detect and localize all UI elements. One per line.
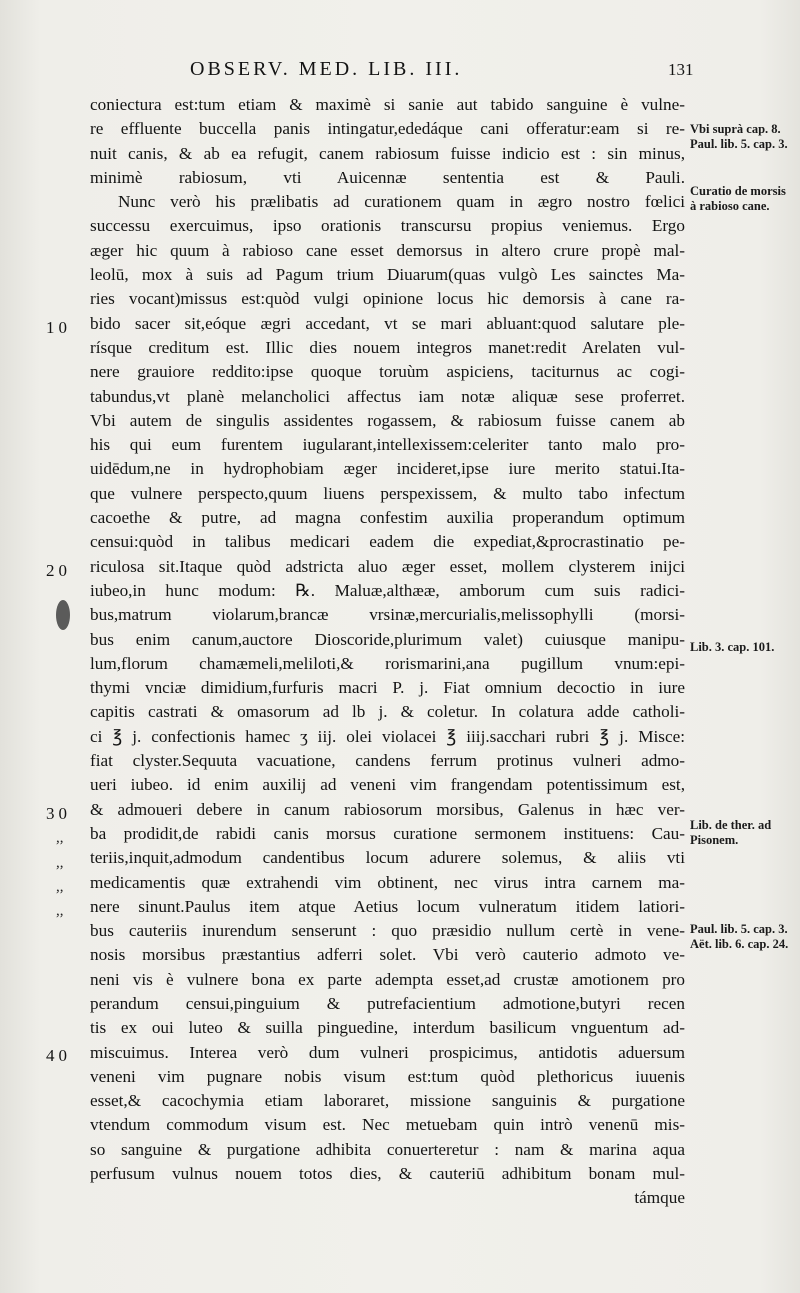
text-line: ci ℥ j. confectionis hamec ʒ iij. olei violacei ℥ iiij.sacchari rubri ℥ j. Misce:: [90, 726, 685, 746]
text-line: re effluente buccella panis intingatur,ededáque cani offeratur:eam si re-: [90, 119, 685, 139]
text-line: Vbi autem de singulis assidentes rogassem, & rabiosum fuisse canem ab: [90, 410, 685, 430]
text-line: ba prodidit,de rabidi canis morsus curatione sermonem instituens: Cau-: [90, 823, 685, 843]
text-line: medicamentis quæ extrahendi vim obtinent, nec virus intra carnem ma-: [90, 872, 685, 892]
ink-blot: [56, 600, 70, 630]
text-line: tis ex oui luteo & suilla pinguedine, interdum basilicum vnguentum ad-: [90, 1018, 685, 1038]
body-text: [90, 93, 685, 1211]
quote-mark: ,,: [56, 855, 64, 871]
line-number-30: 30: [46, 804, 71, 823]
text-line: nosis morsibus præstantius adferri solet. Vbi verò cauterio admoto ve-: [90, 945, 685, 965]
text-line: ries vocant)missus est:quòd vulgi opinione locus hic demorsis à cane ra-: [90, 289, 685, 309]
text-line: minimè rabiosum, vti Auicennæ sententia est & Pauli.: [90, 167, 685, 187]
margin-note-reference: Lib. de ther. ad Pisonem.: [690, 818, 772, 847]
text-line: leolū, mox à suis ad Pagum trium Diuarum(quas vulgò Les sainctes Ma-: [90, 265, 685, 285]
text-line: que vulnere perspecto,quum liuens perspexissem, & multo tabo infectum: [90, 483, 685, 503]
text-line: bus,matrum violarum,brancæ vrsinæ,mercurialis,melissophylli (morsi-: [90, 605, 685, 625]
text-line: æger hic quum à rabioso cane esset demorsus in altero crure propè mal-: [90, 240, 685, 260]
text-line: successu exercuimus, ipso orationis transcursu propius veniemus. Ergo: [90, 216, 685, 236]
text-line: esset,& cacochymia etiam laboraret, missione sanguinis & purgatione: [90, 1091, 685, 1111]
margin-note-reference: Vbi suprà cap. 8. Paul. lib. 5. cap. 3.: [690, 122, 788, 151]
text-line: támque: [634, 1188, 685, 1208]
text-line: his qui eum furentem iugularant,intellexissem:celeriter tanto malo pro-: [90, 435, 685, 455]
margin-note-reference: Lib. 3. cap. 101.: [690, 640, 775, 654]
text-line: & admoueri debere in canum rabiosorum morsibus, Galenus in hæc ver-: [90, 799, 685, 819]
text-line: neni vis è vulnere bona ex parte adempta esset,ad crustæ amotionem pro: [90, 969, 685, 989]
text-line: rísque creditum est. Illic dies nouem integros manet:redit Arelaten vul-: [90, 337, 685, 357]
text-line: nere grauiore reddito:ipse quoque toruùm aspiciens, taciturnus ac cogi-: [90, 362, 685, 382]
text-line: tabundus,vt planè melancholici affectus iam notæ aliquæ sese proferret.: [90, 386, 685, 406]
margin-note-reference: Paul. lib. 5. cap. 3. Aët. lib. 6. cap. 24.: [690, 922, 789, 951]
text-line: bido sacer sit,eóque ægri accedant, vt se mari abluant:quod salutare ple-: [90, 313, 685, 333]
line-number-40: 40: [46, 1046, 71, 1065]
text-line: uidēdum,ne in hydrophobiam æger incideret,ipse iure merito statui.Ita-: [90, 459, 685, 479]
line-number-20: 20: [46, 561, 71, 580]
text-line: veneni vim pugnare nobis visum est:tum quòd plethoricus iuuenis: [90, 1066, 685, 1086]
quote-mark: ,,: [56, 879, 64, 895]
text-line: ueri iubeo. id enim auxilij ad veneni vim frangendam potentissimum est,: [90, 775, 685, 795]
margin-note-topic: Curatio de morsis à rabioso cane.: [690, 184, 786, 213]
running-title: OBSERV. MED. LIB. III.: [190, 58, 463, 80]
text-line: so sanguine & purgatione adhibita conuerteretur : nam & marina aqua: [90, 1139, 685, 1159]
text-line: perandum censui,pinguium & putrefacientium admotione,butyri recen: [90, 993, 685, 1013]
page-number: 131: [668, 60, 694, 79]
text-line: iubeo,in hunc modum: ℞. Maluæ,althææ, amborum cum suis radici-: [90, 580, 685, 600]
line-number-10: 10: [46, 318, 71, 337]
text-line: coniectura est:tum etiam & maximè si sanie aut tabido sanguine è vulne-: [90, 95, 685, 114]
text-line: bus cauteriis inurendum senserunt : quo præsidio nullum certè in vene-: [90, 921, 685, 941]
text-line: censui:quòd in talibus medicari eadem die expediat,&procrastinatio pe-: [90, 532, 685, 552]
text-line: fiat clyster.Sequuta vacuatione, candens ferrum protinus vulneri admo-: [90, 751, 685, 771]
text-line: bus enim canum,auctore Dioscoride,plurimum valet) cuiusque manipu-: [90, 629, 685, 649]
quote-mark: ,,: [56, 830, 64, 846]
text-line: lum,florum chamæmeli,meliloti,& rorismarini,ana pugillum vnum:epi-: [90, 653, 685, 673]
text-line: Nunc verò his prælibatis ad curationem quam in ægro nostro fœlici: [118, 192, 685, 212]
text-line: perfusum vulnus nouem totos dies, & cauteriū adhibitum bonam mul-: [90, 1164, 685, 1184]
text-line: miscuimus. Interea verò dum vulneri prospicimus, antidotis aduersum: [90, 1042, 685, 1062]
text-line: riculosa sit.Itaque quòd adstricta aluo æger esset, mollem clysterem inijci: [90, 556, 685, 576]
text-line: thymi vnciæ dimidium,furfuris macri P. j. Fiat omnium decoctio in iure: [90, 678, 685, 698]
text-line: cacoethe & putre, ad magna confestim auxilia properandum optimum: [90, 508, 685, 528]
text-line: nere sinunt.Paulus item atque Aetius locum vulneratum itidem latiori-: [90, 896, 685, 916]
text-line: capitis castrati & omasorum ad lb j. & coletur. In colatura adde catholi-: [90, 702, 685, 722]
text-line: teriis,inquit,admodum candentibus locum adurere solemus, & aliis vti: [90, 848, 685, 868]
text-line: vtendum commodum visum est. Nec metuebam quin intrò venenū mis-: [90, 1115, 685, 1135]
quote-mark: ,,: [56, 903, 64, 919]
text-line: nuit canis, & ab ea refugit, canem rabiosum fuisse indicio est : sin minus,: [90, 143, 685, 163]
